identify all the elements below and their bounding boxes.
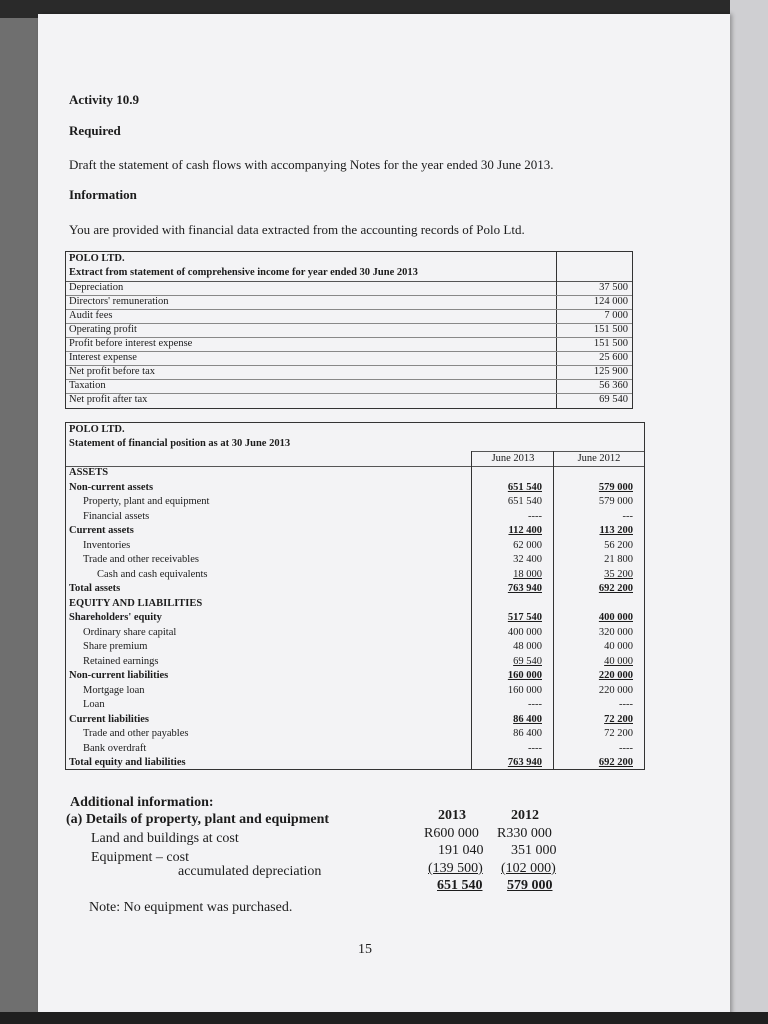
bs-row-label: Ordinary share capital [83, 626, 177, 638]
bs-row-label: Share premium [83, 641, 148, 652]
bs-row [66, 569, 644, 583]
bs-row [66, 612, 644, 626]
income-row [66, 324, 632, 338]
additional-title: Additional information: [70, 795, 214, 810]
income-row-label: Net profit after tax [69, 394, 148, 405]
land-2013: R600 000 [424, 826, 479, 841]
income-row-label: Interest expense [69, 352, 137, 363]
equipment-label: Equipment – cost [91, 850, 189, 865]
bs-row-label: Retained earnings [83, 655, 159, 667]
bs-row-label: Trade and other receivables [83, 554, 199, 565]
bs-row-2012: 220 000 [598, 670, 633, 681]
depreciation-label: accumulated depreciation [178, 864, 322, 879]
bs-row-2013: 86 400 [513, 728, 542, 739]
bs-row [66, 670, 644, 684]
bs-row-label: Current liabilities [69, 713, 150, 725]
land-label: Land and buildings at cost [91, 831, 239, 846]
income-row-value: 125 900 [593, 366, 628, 377]
income-row-label: Audit fees [69, 310, 113, 321]
equipment-note: Note: No equipment was purchased. [89, 900, 293, 915]
bs-row-2013: 763 940 [507, 583, 542, 594]
bs-row-2013: 62 000 [513, 539, 542, 551]
information-heading: Information [69, 187, 137, 202]
bs-row [66, 496, 644, 510]
instruction-text: Draft the statement of cash flows with accompanying Notes for the year ended 30 June 2013. [69, 157, 554, 172]
bs-row-2012: 320 000 [598, 626, 633, 638]
total-2012: 579 000 [507, 878, 553, 893]
bs-row-2012: 40 000 [604, 655, 633, 667]
bs-row-2013: 400 000 [507, 626, 542, 638]
bs-row-2013: 69 540 [513, 655, 542, 667]
bs-col-2013: June 2013 [491, 453, 535, 464]
bs-row-label: Bank overdraft [83, 742, 147, 754]
total-2013: 651 540 [437, 878, 483, 893]
depreciation-2013: (139 500) [428, 861, 483, 876]
income-row [66, 282, 632, 296]
bs-row-label: Cash and cash equivalents [97, 568, 208, 580]
bs-row-label: Non-current assets [69, 481, 154, 493]
bs-company-name: POLO LTD. [69, 424, 125, 435]
bs-row-2012: 692 200 [598, 583, 633, 594]
bs-row-2013: 517 540 [507, 612, 542, 623]
bs-row-2013: 651 540 [507, 481, 542, 493]
bs-row-2012: --- [622, 510, 633, 522]
bs-row-2012: 400 000 [598, 612, 633, 623]
bs-row [66, 656, 644, 670]
equipment-2012: 351 000 [511, 843, 557, 858]
bs-row [66, 685, 644, 699]
income-statement-table [65, 251, 633, 409]
bs-row-2013: 651 540 [507, 496, 542, 507]
bs-row-label: Inventories [83, 539, 131, 551]
bs-row [66, 525, 644, 539]
bs-row [66, 757, 644, 771]
bs-row [66, 467, 644, 481]
bs-row-2013: ---- [528, 510, 542, 522]
income-row-label: Net profit before tax [69, 366, 156, 377]
bs-row-2013: 160 000 [507, 670, 542, 681]
bs-row [66, 641, 644, 655]
bs-title: Statement of financial position as at 30 June 2013 [69, 438, 291, 449]
income-row-label: Depreciation [69, 282, 124, 293]
bs-row [66, 743, 644, 757]
bs-row-label: Trade and other payables [83, 728, 189, 739]
page-number: 15 [358, 942, 372, 957]
income-row [66, 394, 632, 408]
income-row [66, 380, 632, 394]
income-row-label: Operating profit [69, 324, 137, 335]
bs-row-2012: 21 800 [604, 554, 633, 565]
bs-row-2013: 112 400 [508, 525, 542, 536]
income-row-value: 7 000 [604, 310, 628, 321]
equipment-2013: 191 040 [438, 843, 484, 858]
bs-row-2013: 160 000 [507, 684, 542, 696]
income-row [66, 366, 632, 380]
income-row [66, 352, 632, 366]
bs-row-2012: 579 000 [598, 481, 633, 493]
bs-row-2012: 40 000 [604, 641, 633, 652]
bs-row-label: Total assets [69, 583, 121, 594]
bs-row-label: Loan [83, 699, 105, 710]
income-row-label: Profit before interest expense [69, 338, 193, 349]
bs-row-label: Shareholders' equity [69, 612, 162, 623]
income-row-value: 56 360 [599, 380, 628, 391]
bs-row-label: EQUITY AND LIABILITIES [69, 597, 203, 609]
bs-row-2012: 579 000 [598, 496, 633, 507]
provided-text: You are provided with financial data extracted from the accounting records of Polo Ltd. [69, 222, 525, 237]
bs-row-2012: 72 200 [604, 728, 633, 739]
photo-bottom-edge [0, 1012, 768, 1024]
bs-row [66, 627, 644, 641]
income-row-value: 151 500 [593, 338, 628, 349]
bs-row-2012: 56 200 [604, 539, 633, 551]
income-row [66, 338, 632, 352]
activity-heading: Activity 10.9 [69, 92, 140, 107]
year-2013: 2013 [438, 808, 466, 823]
income-row-value: 37 500 [599, 282, 628, 293]
bs-row-2013: 32 400 [513, 554, 542, 565]
bs-row [66, 583, 644, 597]
bs-row-2013: ---- [528, 699, 542, 710]
bs-row-label: Current assets [69, 525, 134, 536]
bs-row-2013: 18 000 [513, 568, 542, 580]
bs-row [66, 482, 644, 496]
bs-row-2013: 763 940 [507, 757, 542, 768]
land-2012: R330 000 [497, 826, 552, 841]
required-heading: Required [69, 123, 121, 138]
bs-row-label: Total equity and liabilities [69, 757, 186, 768]
bs-row-2012: 35 200 [604, 568, 633, 580]
income-row [66, 296, 632, 310]
income-row-value: 124 000 [593, 296, 628, 307]
bs-row [66, 554, 644, 568]
depreciation-2012: (102 000) [501, 861, 556, 876]
bs-row [66, 714, 644, 728]
bs-col-2012: June 2012 [577, 453, 621, 464]
income-row-value: 69 540 [599, 394, 628, 405]
income-row-label: Directors' remuneration [69, 296, 169, 307]
income-company-name: POLO LTD. [69, 253, 125, 264]
income-row-value: 151 500 [593, 324, 628, 335]
bs-row-label: Financial assets [83, 510, 150, 522]
bs-row-2012: 72 200 [604, 713, 633, 725]
bs-row [66, 699, 644, 713]
bs-row [66, 540, 644, 554]
bs-row-label: Mortgage loan [83, 684, 145, 696]
income-title: Extract from statement of comprehensive income for year ended 30 June 2013 [69, 267, 418, 278]
bs-row-2013: 48 000 [513, 641, 542, 652]
bs-row [66, 728, 644, 742]
item-a-title: (a) Details of property, plant and equipment [66, 812, 330, 827]
bs-row [66, 511, 644, 525]
photo-right-background [730, 0, 768, 1024]
bs-row-label: Non-current liabilities [69, 670, 169, 681]
bs-row [66, 598, 644, 612]
bs-row-2013: 86 400 [513, 713, 542, 725]
bs-row-2012: ---- [619, 742, 633, 754]
bs-row-2012: ---- [619, 699, 633, 710]
bs-row-label: ASSETS [69, 467, 109, 478]
bs-row-2012: 220 000 [598, 684, 633, 696]
year-2012: 2012 [511, 808, 539, 823]
income-row-label: Taxation [69, 380, 106, 391]
bs-row-2012: 113 200 [599, 525, 633, 536]
bs-row-2012: 692 200 [598, 757, 633, 768]
bs-row-label: Property, plant and equipment [83, 496, 210, 507]
bs-row-2013: ---- [528, 742, 542, 754]
balance-sheet-table [65, 422, 645, 770]
income-row-value: 25 600 [599, 352, 628, 363]
income-row [66, 310, 632, 324]
